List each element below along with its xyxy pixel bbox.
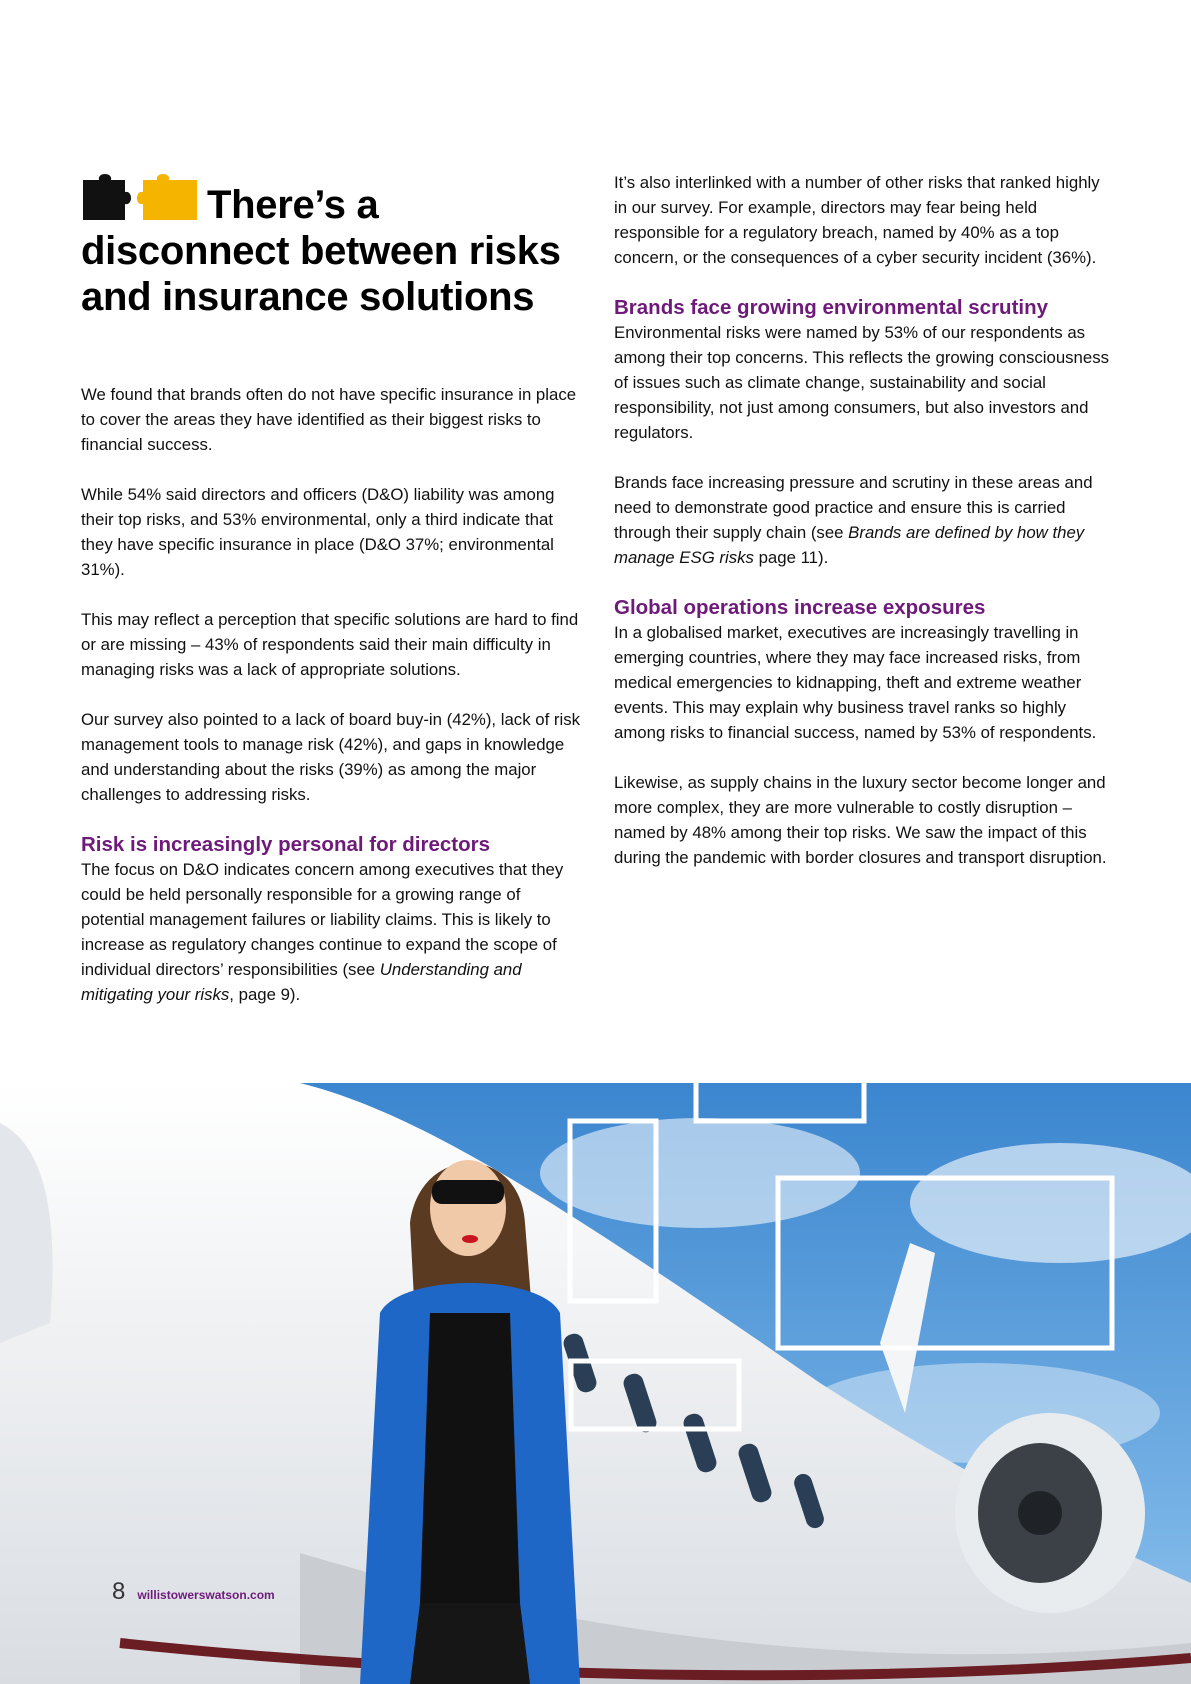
headline-text: There’s a disconnect between risks and insurance solutions — [81, 183, 561, 319]
subheading-global-operations: Global operations increase exposures — [614, 596, 986, 619]
paragraph: The focus on D&O indicates concern among executives that they could be held personally responsible for a growing range of potential management failures or liability claims. This is likely to increase as regulatory changes continue to expand the scope of individual directors’ responsibilities (see Understanding and mitigating your risks, page 9). — [81, 860, 564, 1004]
paragraph: We found that brands often do not have specific insurance in place to cover the areas they have identified as their biggest risks to financial success. — [81, 385, 577, 454]
page-number: 8 — [112, 1578, 126, 1605]
left-column — [81, 170, 581, 1032]
paragraph: Likewise, as supply chains in the luxury sector become longer and more complex, they are more vulnerable to costly disruption – named by 48% among their top risks. We saw the impact of this during the pandemic with border closures and transport disruption. — [614, 773, 1107, 867]
page-footer — [112, 1578, 275, 1606]
paragraph: Brands face increasing pressure and scrutiny in these areas and need to demonstrate good practice and ensure this is carried through their supply chain (see Brands are defined by how they manage ESG risks page 11). — [614, 473, 1093, 567]
website-link[interactable]: willistowerswatson.com — [137, 1588, 275, 1602]
reference-link-text: Understanding and mitigating your risks — [81, 960, 522, 1004]
reference-link-text: Brands are defined by how they manage ESG risks — [614, 523, 1085, 567]
paragraph: Our survey also pointed to a lack of board buy-in (42%), lack of risk management tools to manage risk (42%), and gaps in knowledge and understanding about the risks (39%) as among the major challenges to addressing risks. — [81, 710, 581, 804]
paragraph: It’s also interlinked with a number of other risks that ranked highly in our survey. For example, directors may fear being held responsible for a regulatory breach, named by 40% as a top concern, or the consequences of a cyber security incident (36%). — [614, 173, 1100, 267]
right-column — [614, 170, 1114, 895]
subheading-environmental: Brands face growing environmental scrutiny — [614, 296, 1049, 319]
puzzle-pieces-icon — [81, 170, 199, 222]
paragraph: This may reflect a perception that specific solutions are hard to find or are missing – 43% of respondents said their main difficulty in managing risks was a lack of appropriate solutions. — [81, 610, 579, 679]
subheading-directors: Risk is increasingly personal for directors — [81, 833, 491, 856]
paragraph: Environmental risks were named by 53% of our respondents as among their top concerns. This reflects the growing consciousness of issues such as climate change, sustainability and social responsibility, not just among consumers, but also investors and regulators. — [614, 323, 1109, 442]
paragraph: In a globalised market, executives are increasingly travelling in emerging countries, where they may face increased risks, from medical emergencies to kidnapping, theft and extreme weather events. This may explain why business travel ranks so highly among risks to financial success, named by 53% of respondents. — [614, 623, 1097, 742]
paragraph: While 54% said directors and officers (D&O) liability was among their top risks, and 53% environmental, only a third indicate that they have specific insurance in place (D&O 37%; environmental 31%). — [81, 485, 555, 579]
page-headline — [81, 170, 581, 320]
